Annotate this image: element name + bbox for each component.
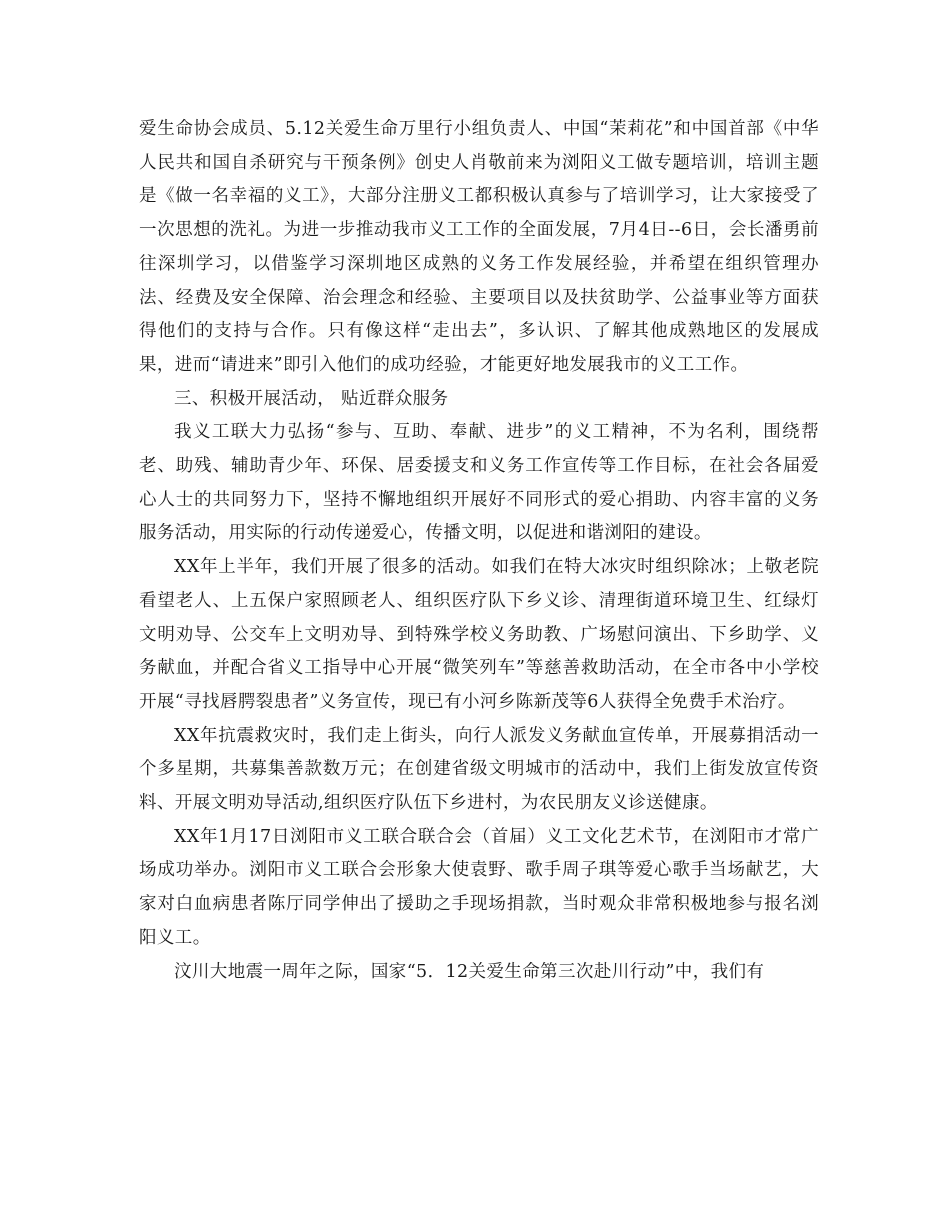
section-heading: 三、积极开展活动， 贴近群众服务 xyxy=(174,388,449,409)
paragraph-7: 汶川大地震一周年之际，国家“5．12关爱生命第三次赴川行动”中，我们有 xyxy=(174,961,765,982)
document-body xyxy=(139,113,819,989)
paragraph-1: 爱生命协会成员、5.12关爱生命万里行小组负责人、中国“茉莉花”和中国首部《中华人民共和国自杀研究与干预条例》创史人肖敬前来为浏阳义工做专题培训，培训主题是《做一名幸福的义工》，大部分注册义工都积极认真参与了培训学习，让大家接受了一次思想的洗礼。为进一步推动我市义工工作的全面发展，7月4日--6日，会长潘勇前往深圳学习，以借鉴学习深圳地区成熟的义务工作发展经验，并希望在组织管理办法、经费及安全保障、治会理念和经验、主要项目以及扶贫助学、公益事业等方面获得他们的支持与合作。只有像这样“走出去”，多认识、了解其他成熟地区的发展成果，进而“请进来”即引入他们的成功经验，才能更好地发展我市的义工工作。 xyxy=(139,119,819,375)
paragraph-5: XX年抗震救灾时，我们走上街头，向行人派发义务献血宣传单，开展募捐活动一个多星期，共募集善款数万元；在创建省级文明城市的活动中，我们上街发放宣传资料、开展文明劝导活动,组织医疗队伍下乡进村，为农民朋友义诊送健康。 xyxy=(139,725,819,814)
paragraph-6: XX年1月17日浏阳市义工联合联合会（首届）义工文化艺术节，在浏阳市才常广场成功举办。浏阳市义工联合会形象大使袁野、歌手周子琪等爱心歌手当场献艺，大家对白血病患者陈厅同学伸出了援助之手现场捐款，当时观众非常积极地参与报名浏阳义工。 xyxy=(139,826,819,948)
paragraph-4: XX年上半年，我们开展了很多的活动。如我们在特大冰灾时组织除冰；上敬老院看望老人、上五保户家照顾老人、组织医疗队下乡义诊、清理街道环境卫生、红绿灯文明劝导、公交车上文明劝导、到特殊学校义务助教、广场慰问演出、下乡助学、义务献血，并配合省义工指导中心开展“微笑列车”等慈善救助活动，在全市各中小学校开展“寻找唇腭裂患者”义务宣传，现已有小河乡陈新茂等6人获得全免费手术治疗。 xyxy=(139,557,819,712)
paragraph-3: 我义工联大力弘扬“参与、互助、奉献、进步”的义工精神，不为名利，围绕帮老、助残、辅助青少年、环保、居委援支和义务工作宣传等工作目标，在社会各届爱心人士的共同努力下，坚持不懈地组织开展好不同形式的爱心捐助、内容丰富的义务服务活动，用实际的行动传递爱心，传播文明，以促进和谐浏阳的建设。 xyxy=(139,422,819,544)
